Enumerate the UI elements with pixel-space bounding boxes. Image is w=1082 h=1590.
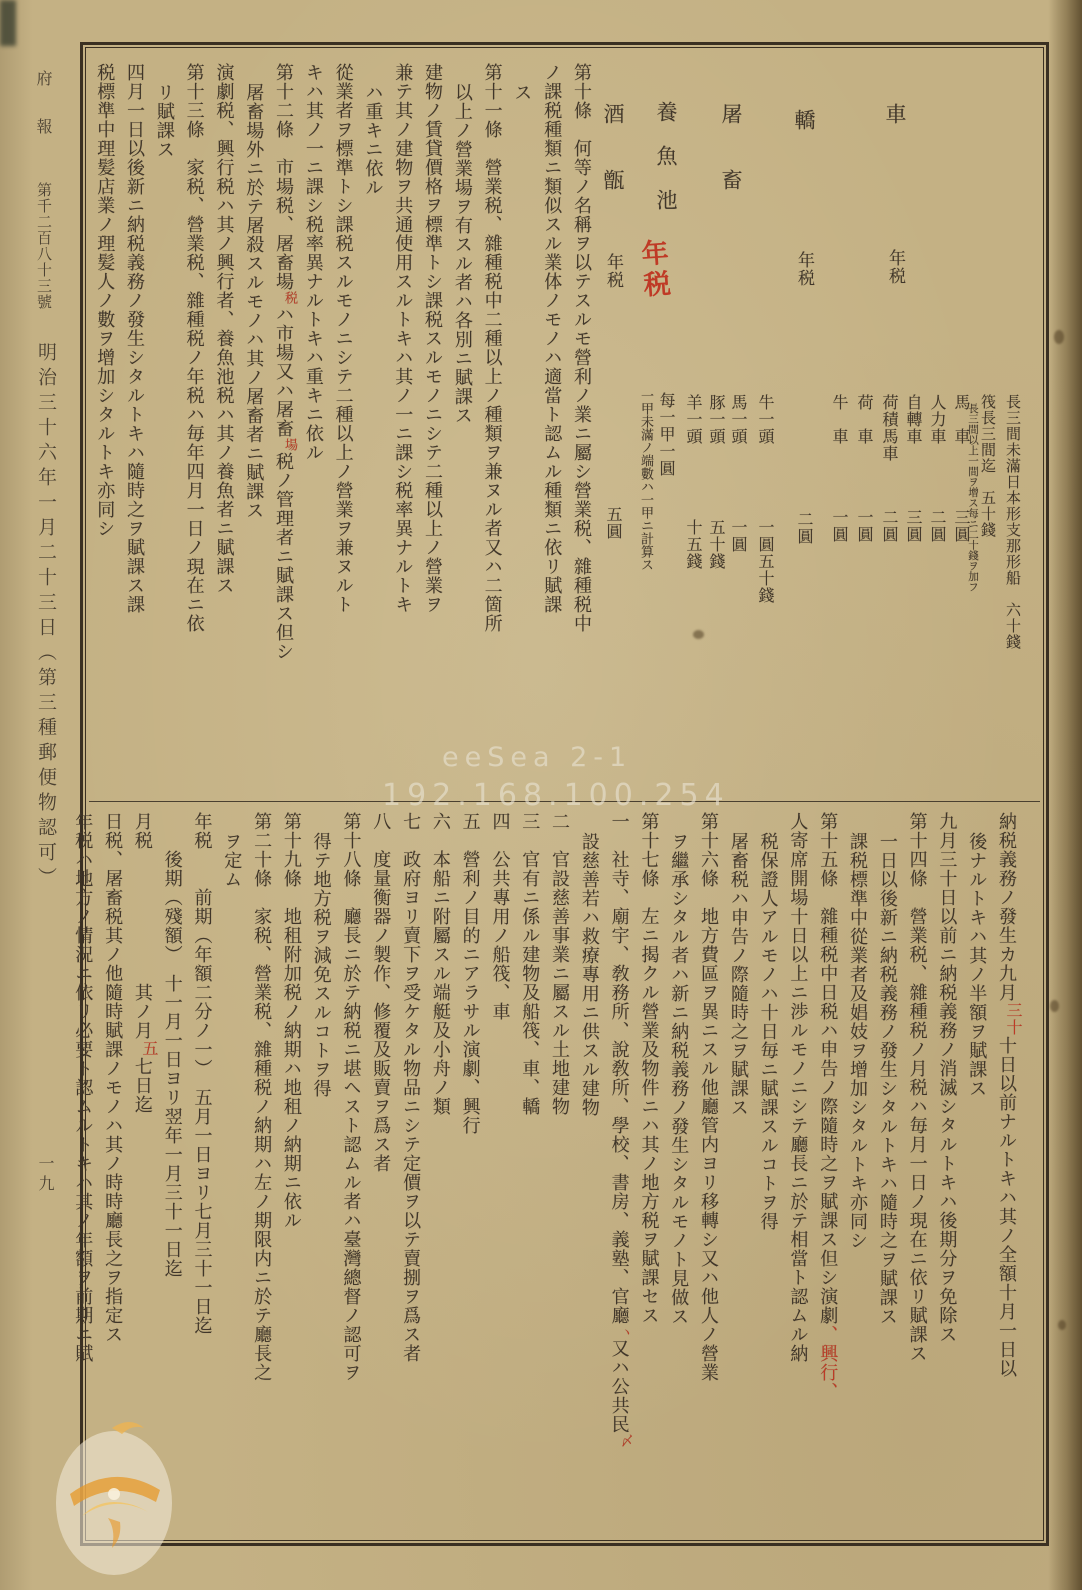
- column-text: 第十二條 市場税、屠畜場: [273, 63, 295, 291]
- cart-section-header: 車: [883, 103, 907, 125]
- text-column: ハ重キニ依ル: [362, 83, 384, 197]
- text-column: 八 度量衡器ノ製作、修覆及販賣ヲ爲ス者: [370, 812, 392, 1173]
- sake-still-annual-tax-label: 年税: [603, 253, 623, 289]
- slaughter-item-price: 一圓: [729, 519, 748, 553]
- slaughter-item-name: 豚一頭: [707, 394, 726, 445]
- text-column: 年税ハ地方ノ情況ニ依リ必要ト認ムルトキハ其ノ年額ヲ前期ニ賦: [72, 812, 94, 1363]
- cart-item-name: 荷積馬車: [880, 394, 899, 462]
- red-proof-correction: 税: [282, 291, 298, 305]
- text-column: 第十一條 營業税、雜種税中二種以上ノ種類ヲ兼ヌル者又ハ二箇所: [481, 63, 503, 633]
- text-column: 第二十條 家税、營業税、雜種税ノ納期ハ左ノ期限内ニ於テ廳長之: [251, 812, 273, 1382]
- text-column: 設慈善若ハ救療專用ニ供スル建物: [578, 832, 600, 1117]
- column-text: 七日迄: [131, 1057, 153, 1114]
- ink-stain: [693, 630, 704, 639]
- column-text: 又ハ公共民: [608, 1339, 630, 1434]
- text-column: [991, 812, 1023, 1535]
- cart-item-price: 三圓: [952, 509, 971, 543]
- palanquin-annual-tax-label: 年税: [794, 251, 814, 287]
- text-column: 第十九條 地租附加税ノ納期ハ地租ノ納期ニ依ル: [280, 812, 302, 1230]
- text-column: リ賦課ス: [153, 83, 175, 159]
- cart-item-name: 人力車: [928, 394, 947, 445]
- text-column: 税保證人アルモノハ十日毎ニ賦課スルコトヲ得: [757, 832, 779, 1231]
- text-column: ヲ定ム: [221, 832, 243, 889]
- slaughter-item-price: 一圓五十錢: [756, 519, 775, 604]
- text-column: 九月三十日以前ニ納税義務ノ消滅シタルトキハ後期分ヲ免除ス: [936, 812, 958, 1344]
- text-column: 第十八條 廳長ニ於テ納税ニ堪ヘスト認ムル者ハ臺灣總督ノ認可ヲ: [340, 812, 362, 1382]
- text-column: 四 公共專用ノ船筏、車: [489, 812, 511, 1021]
- archive-logo-stamp: [52, 1398, 182, 1578]
- text-column: 後ナルトキハ其ノ半額ヲ賦課ス: [966, 832, 988, 1098]
- text-column: キハ其ノ一ニ課シ税率異ナルトキハ重キニ依ル: [302, 63, 324, 462]
- palanquin-price: 二圓: [795, 511, 814, 545]
- text-column: 第十七條 左ニ揭クル營業及物件ニハ其ノ地方税ヲ賦課セス: [638, 812, 660, 1325]
- cart-item-name: 自轉車: [904, 394, 923, 445]
- text-column: 三 官有ニ係ル建物及船筏、車、轎: [519, 812, 541, 1116]
- top-section: [89, 51, 1040, 797]
- fishpond-section-header: 養 魚 池: [654, 101, 678, 211]
- text-column: [604, 812, 633, 1535]
- text-column: 兼テ其ノ建物ヲ共通使用スルトキハ其ノ一ニ課シ税率異ナルトキ: [392, 63, 414, 614]
- fishpond-rate: 每一甲一圓: [657, 392, 676, 477]
- text-column: 七 政府ヨリ賣下ヲ受ケタル物品ニシテ定價ヲ以テ賣捌ヲ爲ス者: [400, 812, 422, 1363]
- text-column: 税標準中理髪店業ノ理髪人ノ數ヲ增加シタルトキ亦同シ: [94, 63, 116, 538]
- cart-item-price: 二圓: [880, 509, 899, 543]
- journal-title: 府 報: [34, 70, 53, 142]
- column-text: 十日以前ナルトキハ其ノ全額十月一日以: [996, 1036, 1017, 1378]
- column-text: 納税義務ノ發生カ九月: [996, 812, 1017, 1002]
- camera-watermark-line1: eeSea 2-1: [442, 742, 633, 773]
- bottom-articles-block: [72, 812, 1023, 1535]
- text-column: 五 營利ノ目的ニアラサル演劇、興行: [459, 812, 481, 1135]
- text-column: 第十四條 營業税、雜種税ノ月税ハ毎月一日ノ現在ニ依リ賦課ス: [906, 812, 928, 1363]
- fishpond-red-annotation: 年税: [635, 237, 672, 302]
- text-column: [812, 812, 841, 1535]
- text-column: 一日以後新ニ納税義務ノ發生シタルトキハ隨時之ヲ賦課ス: [876, 832, 898, 1326]
- slaughter-item-name: 馬一頭: [729, 394, 748, 445]
- page-gutter-edge: [1048, 0, 1082, 1590]
- page-number: 一九: [36, 1155, 55, 1195]
- issue-number: 第千二百八十三號: [35, 182, 53, 310]
- edge-stain: [1058, 1320, 1066, 1330]
- raft-fee-line: 筏長三間迄 五十錢: [979, 394, 997, 538]
- text-column: 課税標準中從業者及娼妓ヲ增加シタルトキ亦同シ: [847, 832, 869, 1250]
- cart-item-price: 二圓: [928, 509, 947, 543]
- camera-watermark-line2: 192.168.100.254: [382, 778, 730, 813]
- text-column: 六 本船ニ附屬スル端艇及小舟ノ類: [429, 812, 451, 1116]
- cart-item-name: 馬 車: [952, 394, 971, 445]
- text-column: 從業者ヲ標準トシ課税スルモノニシテ二種以上ノ營業ヲ兼ヌルト: [332, 63, 354, 614]
- text-column: 得テ地方税ヲ減免スルコトヲ得: [310, 832, 332, 1098]
- sake-still-section-header: 酒 甑: [601, 103, 625, 191]
- text-column: 屠畜場外ニ於テ屠殺スルモノハ其ノ屠畜者ニ賦課ス: [243, 83, 265, 520]
- column-text: ハ市場又ハ屠畜: [273, 305, 295, 438]
- fishpond-note: 一甲未滿ノ端數ハ一甲ニ計算ス: [638, 389, 653, 571]
- cart-item-name: 荷 車: [855, 394, 874, 445]
- red-proof-insertion: 、興行、: [817, 1325, 839, 1401]
- text-column: 第十條 何等ノ名稱ヲ以テスルモ營利ノ業ニ屬シ營業税、雜種税中: [571, 63, 592, 633]
- text-column: 演劇税、興行税ハ其ノ興行者、養魚池税ハ其ノ養魚者ニ賦課ス: [213, 63, 235, 595]
- text-column: 以上ノ營業場ヲ有スル者ハ各別ニ賦課ス: [451, 83, 473, 425]
- column-text: 月税 其ノ月: [131, 812, 153, 1040]
- top-articles-block: [95, 63, 595, 793]
- text-column: 年税 前期（年額二分ノ一） 五月一日ヨリ七月三十一日迄: [191, 812, 213, 1335]
- slaughter-item-name: 羊一頭: [684, 394, 703, 445]
- column-text: 一 社寺、廟宇、敎務所、說敎所、學校、書房、義塾、官廳: [608, 812, 630, 1325]
- red-proof-correction: 三十: [1004, 1002, 1023, 1036]
- red-proof-correction: 場: [282, 438, 298, 452]
- text-column: 人寄席開場十日以上ニ渉ルモノニシテ廳長ニ於テ相當ト認ムル納: [787, 812, 809, 1363]
- slaughter-item-name: 牛一頭: [756, 394, 775, 445]
- text-column: 屠畜税ハ申告ノ際隨時之ヲ賦課ス: [727, 832, 749, 1117]
- cart-item-name: 牛 車: [830, 394, 849, 445]
- slaughter-item-price: 五十錢: [707, 519, 726, 570]
- text-column: ノ課税種類ニ類似スル業体ノモノハ適當ト認ムル種類ニ依リ賦課: [541, 63, 563, 614]
- edge-stain: [1054, 330, 1064, 344]
- text-column: 二 官設慈善事業ニ屬スル土地建物: [549, 812, 571, 1116]
- boat-fee-line: 長三間未滿日本形支那形船 六十錢: [1004, 394, 1022, 650]
- text-column: ヲ繼承シタル者ハ新ニ納税義務ノ發生シタルモノト見做ス: [668, 832, 690, 1326]
- bottom-section: [72, 801, 1040, 1537]
- text-column: 四月一日以後新ニ納税義務ノ發生シタルトキハ隨時之ヲ賦課ス課: [124, 63, 146, 614]
- cart-item-price: 一圓: [830, 509, 849, 543]
- text-column: 後期（殘額） 十一月一日ヨリ翌年一月三十一日迄: [161, 812, 183, 1278]
- sake-still-price: 五圓: [604, 506, 623, 540]
- column-text: 税ノ管理者ニ賦課ス但シ: [273, 452, 295, 661]
- cart-item-price: 三圓: [904, 509, 923, 543]
- text-column: ス: [511, 83, 533, 102]
- red-proof-mark: 〆: [617, 1434, 633, 1448]
- corner-smudge: [0, 0, 16, 46]
- edge-stain: [1050, 1000, 1059, 1012]
- column-text: 第十五條 雜種税中日税ハ申告ノ際隨時之ヲ賦課ス但シ演劇: [817, 812, 839, 1325]
- slaughter-section-header: 屠 畜: [719, 103, 743, 191]
- cart-annual-tax-label: 年税: [885, 249, 905, 285]
- cart-item-price: 一圓: [855, 509, 874, 543]
- text-column: 建物ノ賃貸價格ヲ標準トシ課税スルモノニシテ二種以上ノ營業ヲ: [422, 63, 444, 614]
- date-line: 明治三十六年一月二十三日（第三種郵便物認可）: [35, 342, 57, 892]
- page-border-frame: [72, 42, 1049, 1546]
- text-column: [268, 63, 297, 793]
- slaughter-item-price: 十五錢: [684, 519, 703, 570]
- red-proof-mark: ヽ: [617, 1325, 633, 1339]
- text-column: 第十三條 家税、營業税、雜種税ノ年税ハ毎年四月一日ノ現在ニ依: [183, 63, 205, 633]
- red-proof-correction: 五: [139, 1040, 159, 1057]
- text-column: 日税、屠畜税其ノ他隨時賦課ノモノハ其ノ時時廳長之ヲ指定ス: [102, 812, 124, 1344]
- palanquin-section-header: 轎: [792, 109, 816, 131]
- boat-fee-footnote: 長三間以上一間ヲ增ス每ニ二十錢ヲ加フ: [967, 403, 979, 592]
- text-column: 第十六條 地方費區ヲ異ニスル他廳管内ヨリ移轉シ又ハ他人ノ營業: [698, 812, 720, 1382]
